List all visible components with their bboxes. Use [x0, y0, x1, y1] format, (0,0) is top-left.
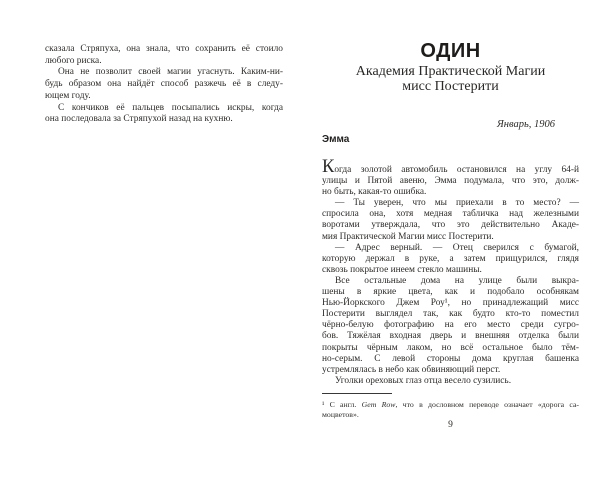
- chapter-subtitle: [322, 65, 579, 94]
- chapter-subtitle-line2: мисс Постерити: [402, 78, 499, 94]
- text-line: чёрно-белую фотографию на его место среди сугро-: [322, 320, 579, 331]
- text-line: Уголки ореховых глаз отца весело сузились.: [335, 375, 512, 386]
- text-line: шены в яркие цвета, как и подобало особнякам: [322, 287, 579, 298]
- text-line: бов. Тяжёлая входная дверь и внешняя отделка были: [322, 331, 579, 342]
- page-number: 9: [448, 420, 453, 430]
- text-line: Когда золотой автомобиль остановился на углу 64-й: [322, 157, 579, 177]
- text-line: мия Практической Магии мисс Постерити.: [322, 231, 494, 242]
- text-line: Все остальные дома на улице были выкра-: [335, 275, 579, 286]
- chapter-number: ОДИН: [420, 40, 481, 62]
- initial-letter: К: [322, 157, 335, 177]
- text-line: но-серым. С левой стороны дома круглая башенка: [322, 353, 579, 364]
- footnote-line: ¹ С англ. Gem Row, что в дословном переводе означает «дорога са-: [322, 400, 579, 409]
- text-line: покрыты чёрным лаком, но всё остальное было тём-: [322, 342, 579, 353]
- text-line: но быть, какая-то ошибка.: [322, 187, 427, 198]
- text-line: любого риска.: [45, 55, 102, 66]
- text-line: С кончиков её пальцев посыпались искры, когда: [58, 102, 283, 113]
- footnote-line: моцветов».: [322, 410, 359, 420]
- text-line: сказала Стряпуха, она знала, что сохранить её стоило: [45, 44, 283, 54]
- text-line: воротами утверждала, что это действительно Акаде-: [322, 220, 579, 231]
- text-line: Она не позволит своей магии угаснуть. Каким-ни-: [58, 67, 283, 78]
- right-page: [322, 0, 579, 484]
- chapter-subtitle-line1: Академия Практической Магии: [355, 64, 546, 79]
- footnote: [322, 400, 579, 421]
- text-line: — Ты уверен, что мы приехали в то место? —: [335, 198, 579, 209]
- left-page-text: [45, 44, 283, 126]
- text-line: Нью-Йоркского Джем Роу¹, но принадлежащий мисс: [322, 298, 579, 309]
- footnote-rule: [322, 393, 392, 394]
- text-line: сквозь покрытое инеем стекло машины.: [322, 264, 482, 275]
- text-line: — Адрес верный. — Отец сверился с бумагой,: [335, 242, 579, 253]
- text-line: будь образом она найдёт способ разжечь её в следу-: [45, 79, 283, 90]
- section-heading: Эмма: [322, 134, 350, 145]
- text-line: которую держал в руке, а затем прищурился, глядя: [322, 253, 579, 264]
- chapter-date: Январь, 1906: [496, 119, 555, 130]
- text-line: ющем году.: [45, 90, 91, 101]
- text-line: устремлялась в небо как обвиняющий перст.: [322, 364, 501, 375]
- text-line: спросила она, хотя медная табличка над железными: [322, 209, 579, 220]
- text-line: Постерити выглядел так, как будто кто-то поместил: [322, 309, 579, 320]
- text-line: улицы и Пятой авеню, Эмма подумала, что это, долж-: [322, 176, 579, 187]
- text-line: она последовала за Стряпухой назад на кухню.: [45, 114, 233, 125]
- right-page-text: [322, 157, 579, 387]
